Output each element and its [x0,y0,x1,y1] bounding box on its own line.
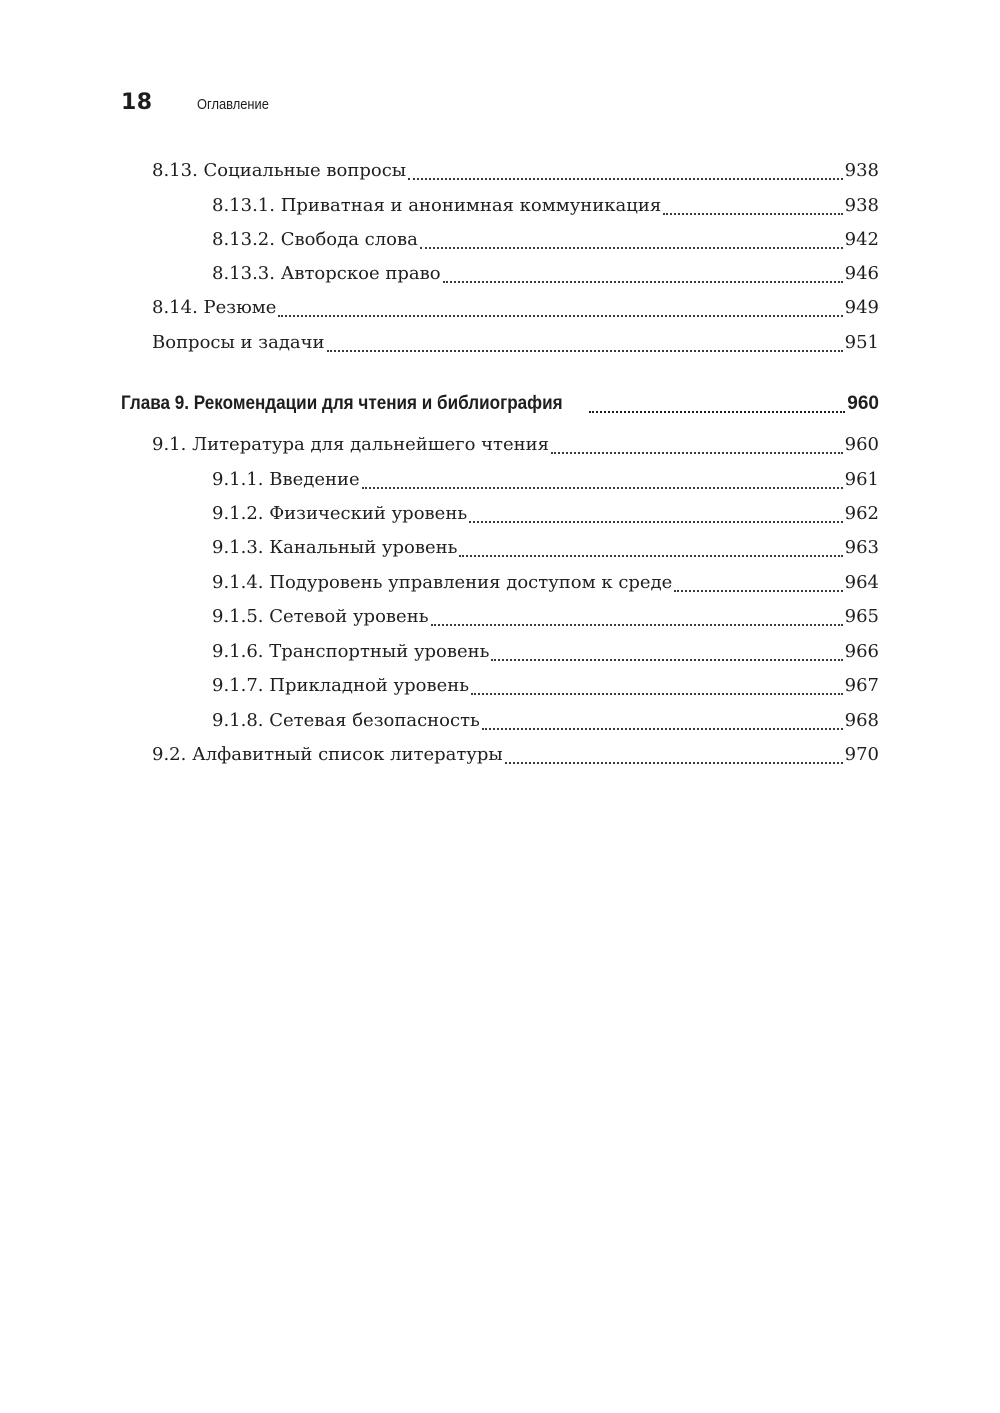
toc-entry-page: 964 [844,572,879,593]
dot-leader [278,297,844,323]
running-head [121,90,280,120]
toc-entry-page: 938 [844,160,879,181]
dot-leader [491,641,844,667]
toc-entry-page: 960 [844,434,879,455]
dot-leader [408,160,845,186]
toc-entry-label: 8.13.3. Авторское право [212,263,441,284]
toc-entry-page: 963 [844,537,879,558]
dot-leader [362,469,845,495]
toc-chapter-9[interactable] [121,393,879,419]
toc-entry-9-1-2[interactable] [212,503,879,529]
running-head-title: Оглавление [196,96,269,113]
toc-chapter-label: Глава 9. Рекомендации для чтения и библиография [121,393,563,414]
toc-entry-page: 970 [844,744,879,765]
dot-leader [674,572,844,598]
toc-entry-page: 946 [844,263,879,284]
toc-entry-page: 968 [844,710,879,731]
toc-entry-8-13-3[interactable] [212,263,879,289]
toc-entry-label: 9.1.5. Сетевой уровень [212,606,429,627]
toc-entry-9-1-3[interactable] [212,537,879,563]
toc-entry-label: 9.1.6. Транспортный уровень [212,641,490,662]
dot-leader [459,537,844,563]
toc-entry-page: 967 [844,675,879,696]
dot-leader [663,195,844,221]
toc-entry-page: 965 [844,606,879,627]
toc-entry-label: 9.1.8. Сетевая безопасность [212,710,480,731]
dot-leader [431,606,845,632]
toc-entry-page: 961 [844,469,879,490]
dot-leader [443,263,845,289]
toc-entry-label: 9.1.4. Подуровень управления доступом к среде [212,572,673,593]
toc-entry-label: Вопросы и задачи [152,332,325,353]
toc-entry-9-1[interactable] [152,434,879,460]
toc-entry-9-1-8[interactable] [212,710,879,736]
toc-entry-9-1-6[interactable] [212,641,879,667]
toc-entry-page: 942 [844,229,879,250]
dot-leader [420,229,845,255]
toc-entry-page: 949 [844,297,879,318]
toc-entry-label: 9.1.2. Физический уровень [212,503,468,524]
toc-entry-label: 9.2. Алфавитный список литературы [152,744,503,765]
dot-leader [469,503,845,529]
toc-entry-label: 9.1.7. Прикладной уровень [212,675,470,696]
toc-entry-9-1-7[interactable] [212,675,879,701]
toc-entry-questions[interactable] [152,332,879,358]
toc-entry-9-2[interactable] [152,744,879,770]
dot-leader [471,675,845,701]
toc-entry-label: 9.1.1. Введение [212,469,360,490]
toc-entry-9-1-4[interactable] [212,572,879,598]
toc-entry-8-13[interactable] [152,160,879,186]
toc-entry-8-13-2[interactable] [212,229,879,255]
toc-entry-9-1-1[interactable] [212,469,879,495]
toc-entry-label: 8.13.2. Свобода слова [212,229,418,250]
toc-entry-page: 938 [844,195,879,216]
toc-entry-label: 8.14. Резюме [152,297,277,318]
toc-entry-label: 9.1.3. Канальный уровень [212,537,458,558]
toc-entry-page: 966 [844,641,879,662]
toc-entry-page: 951 [844,332,879,353]
dot-leader [327,332,845,358]
toc-entry-8-14[interactable] [152,297,879,323]
toc-entry-label: 8.13. Социальные вопросы [152,160,407,181]
page-number: 18 [121,90,153,115]
toc-entry-label: 9.1. Литература для дальнейшего чтения [152,434,550,455]
dot-leader [482,710,845,736]
toc-entry-label: 8.13.1. Приватная и анонимная коммуникация [212,195,662,216]
dot-leader [551,434,845,460]
toc-chapter-page: 960 [847,393,879,414]
toc-entry-page: 962 [844,503,879,524]
dot-leader [505,744,845,770]
toc-entry-9-1-5[interactable] [212,606,879,632]
dot-leader [589,393,848,419]
toc-entry-8-13-1[interactable] [212,195,879,221]
